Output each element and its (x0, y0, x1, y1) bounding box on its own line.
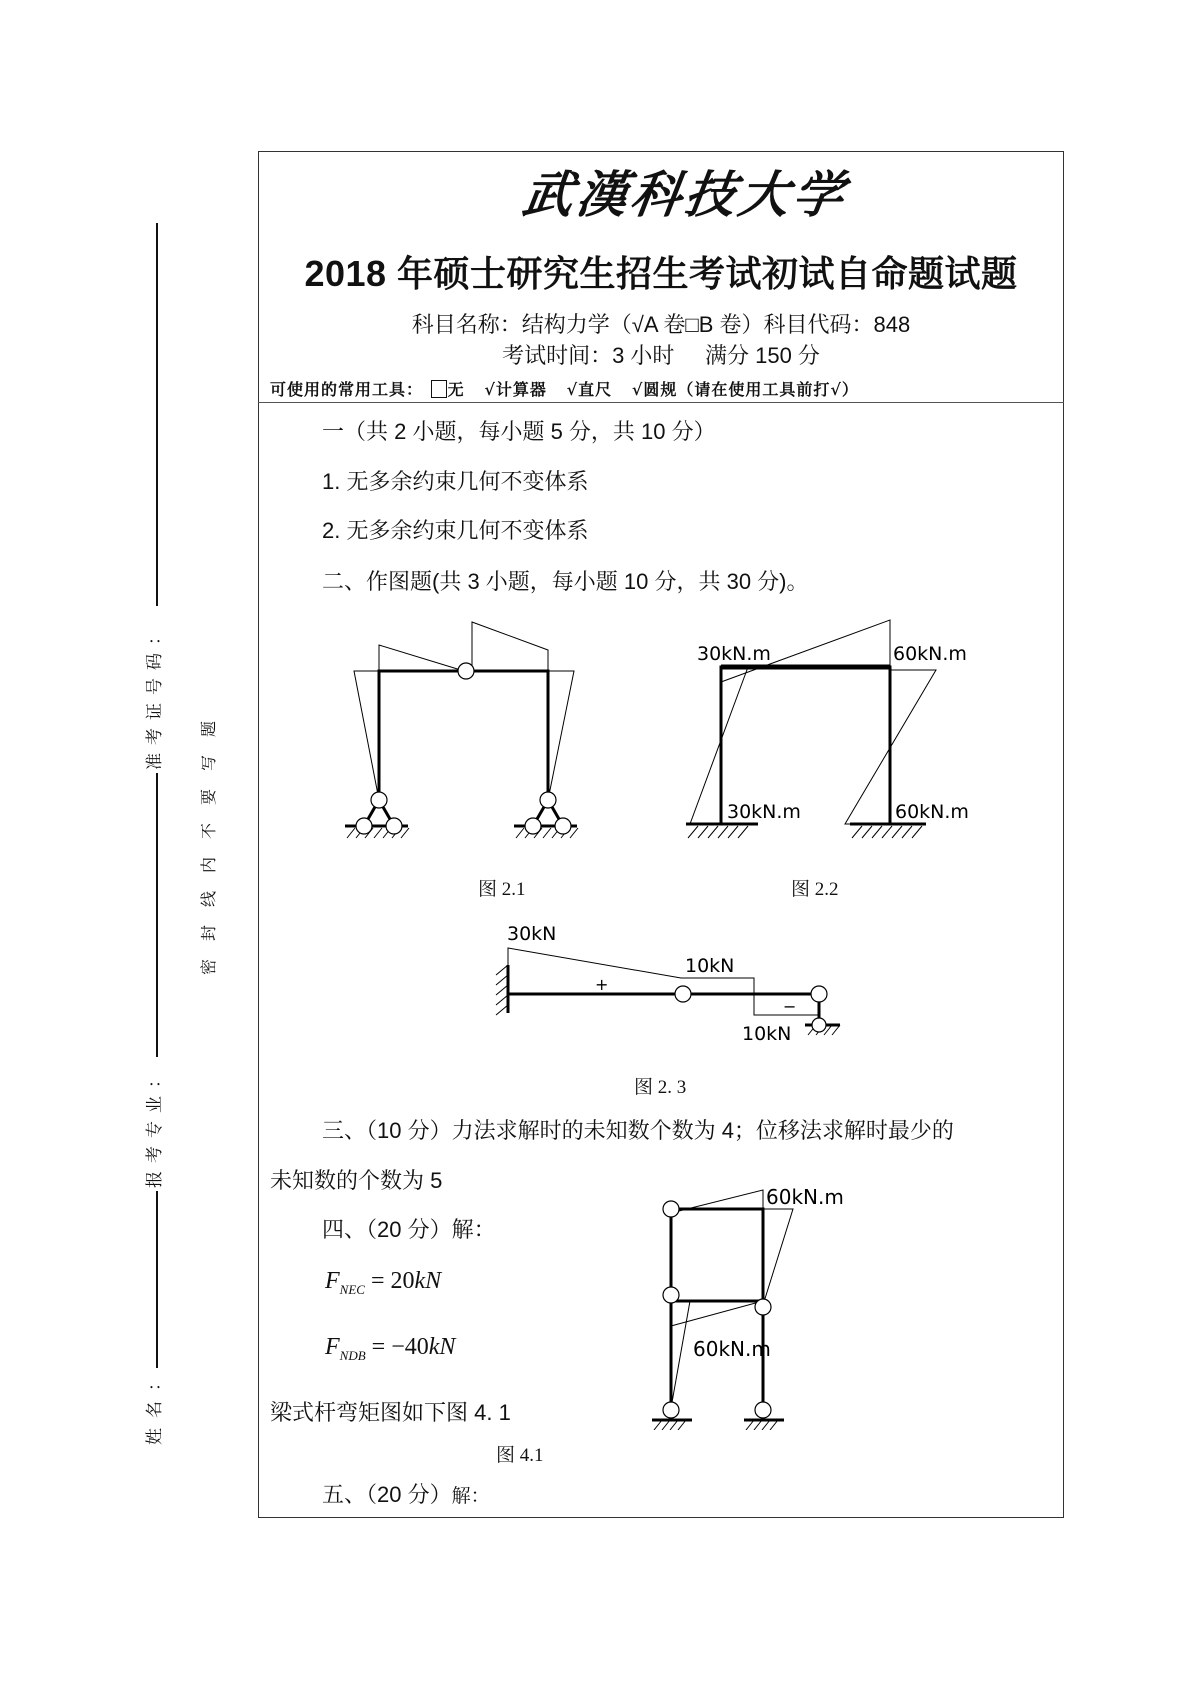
fig41-hinge-mid-right (755, 1299, 771, 1315)
name-line (156, 1191, 158, 1368)
fig23-sign-minus: − (783, 997, 797, 1016)
q5-heading (322, 1478, 490, 1509)
q5-heading-points: 五、（20 分） (322, 1482, 452, 1507)
fig41-hinge-support-right (755, 1402, 771, 1418)
fig21-hinge-left-b (386, 818, 402, 834)
fig21-frame (379, 671, 548, 800)
fig23-hinge-support (812, 1018, 826, 1032)
fig23-caption: 图 2. 3 (634, 1077, 687, 1098)
figure-2-1 (330, 615, 600, 840)
tool-ruler: √直尺 (566, 380, 613, 399)
formula-fnec-unit: kN (414, 1268, 442, 1294)
tools-note: （请在使用工具前打√） (677, 380, 859, 399)
fig21-moment-right-beam (472, 622, 548, 671)
fig22-support-left (686, 824, 758, 838)
exam-id-label: 准考证号码： (145, 620, 165, 770)
name-label: 姓名： (145, 1364, 165, 1445)
tools-label: 可使用的常用工具： (270, 380, 424, 399)
q1-item-1: 1. 无多余约束几何不变体系 (322, 469, 589, 494)
figure-4-1 (640, 1180, 900, 1430)
fig22-caption: 图 2.2 (791, 879, 839, 900)
formula-fndb-sub: NDB (339, 1347, 366, 1363)
fig41-moment-left-col (671, 1301, 690, 1408)
fig41-label-mid: 60kN.m (693, 1337, 771, 1361)
fig21-hinge-right-b (555, 818, 571, 834)
seal-notice: 密封线内不要写题 (199, 702, 218, 975)
fig23-hinge-right (811, 986, 827, 1002)
fig21-caption: 图 2.1 (478, 879, 526, 900)
fig22-label-top-left: 30kN.m (697, 643, 771, 665)
fig41-label-top: 60kN.m (766, 1185, 844, 1209)
fig21-hinge-beam (458, 663, 474, 679)
q4-heading: 四、（20 分）解： (322, 1217, 496, 1242)
exam-id-line (156, 223, 158, 606)
fig22-label-top-right: 60kN.m (893, 643, 967, 665)
tools-line (270, 377, 859, 400)
fig21-hinge-left-top (371, 792, 387, 808)
fig21-hinge-right-top (540, 792, 556, 808)
fig23-label-10kn-top: 10kN (685, 955, 735, 977)
subject-line: 科目名称：结构力学（√A 卷□B 卷）科目代码：848 (411, 312, 911, 337)
formula-fnec-sub: NEC (339, 1281, 365, 1297)
checkbox-none[interactable] (431, 380, 447, 398)
fig22-support-right (850, 824, 926, 838)
header-separator (258, 402, 1064, 403)
q4-text: 梁式杆弯矩图如下图 4. 1 (270, 1400, 511, 1425)
fig21-moment-left-col (354, 671, 379, 800)
fig41-hinge-mid-left (663, 1287, 679, 1303)
university-logo: 武漢科技大学 (518, 165, 852, 224)
q3-line-2: 未知数的个数为 5 (270, 1168, 443, 1193)
fig41-caption: 图 4.1 (496, 1445, 544, 1466)
fig41-hinge-top-left (663, 1201, 679, 1217)
q5-heading-solve: 解： (451, 1485, 490, 1507)
tool-calculator: √计算器 (484, 380, 547, 399)
fig22-label-bottom-left: 30kN.m (727, 801, 801, 823)
fig22-label-bottom-right: 60kN.m (895, 801, 969, 823)
fig21-moment-right-col (548, 671, 574, 800)
q1-heading: 一（共 2 小题，每小题 5 分，共 10 分） (322, 419, 716, 444)
fig23-hinge-mid (675, 986, 691, 1002)
tool-none: 无 (447, 380, 465, 399)
q2-heading: 二、作图题(共 3 小题，每小题 10 分，共 30 分)。 (322, 569, 809, 594)
major-label: 报考专业： (145, 1063, 165, 1188)
fig23-wall-hatch (496, 965, 508, 1015)
fig41-moment-right-col (763, 1209, 793, 1305)
formula-fndb (325, 1334, 455, 1364)
fig23-sign-plus: + (595, 975, 609, 994)
fig21-hinge-right-a (525, 818, 541, 834)
figure-2-2 (680, 615, 980, 840)
formula-fnec-symbol: F (325, 1268, 340, 1294)
fig23-label-30kn: 30kN (507, 923, 557, 945)
fig41-hinge-support-left (663, 1402, 679, 1418)
formula-fndb-rhs: = −40 (371, 1334, 429, 1360)
fig21-moment-left-beam (379, 645, 464, 671)
fig23-label-10kn-bottom: 10kN (742, 1023, 792, 1045)
fig21-hinge-left-a (356, 818, 372, 834)
exam-title: 2018 年硕士研究生招生考试初试自命题试题 (304, 253, 1018, 294)
time-line: 考试时间：3 小时 满分 150 分 (502, 343, 820, 368)
q1-item-2: 2. 无多余约束几何不变体系 (322, 518, 589, 543)
formula-fnec (325, 1268, 441, 1298)
fig41-frame-right (671, 1209, 763, 1408)
tool-compass: √圆规 (631, 380, 678, 399)
formula-fndb-unit: kN (428, 1334, 456, 1360)
formula-fndb-symbol: F (325, 1334, 340, 1360)
major-line (156, 773, 158, 1057)
fig41-moment-mid-beam (671, 1301, 763, 1326)
formula-fnec-rhs: = 20 (370, 1268, 415, 1294)
figure-2-3 (490, 905, 850, 1055)
q3-line-1: 三、（10 分）力法求解时的未知数个数为 4；位移法求解时最少的 (322, 1118, 954, 1143)
